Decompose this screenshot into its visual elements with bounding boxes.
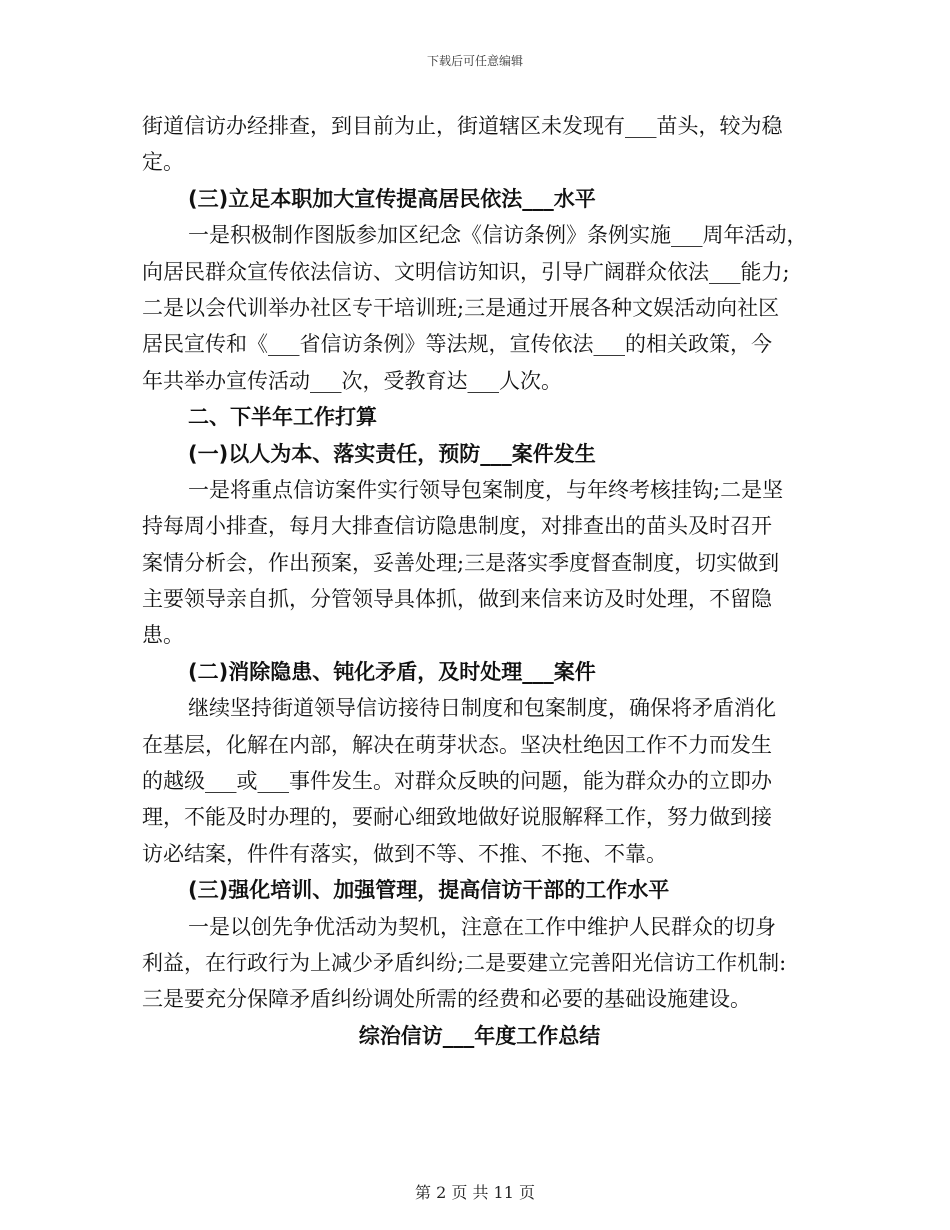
section-heading: (三)强化培训、加强管理，提高信访干部的工作水平 [188,878,670,903]
section-heading: (三)立足本职加大宣传提高居民依法___水平 [188,186,596,211]
paragraph-line: 居民宣传和《___省信访条例》等法规，宣传依法___的相关政策，今 [142,332,772,357]
paragraph-line: 一是将重点信访案件实行领导包案制度，与年终考核挂钩;二是坚 [188,477,784,502]
paragraph-line: 主要领导亲自抓，分管领导具体抓，做到来信来访及时处理，不留隐 [142,587,772,612]
section-heading: (一)以人为本、落实责任，预防___案件发生 [188,441,596,466]
paragraph-line: 利益，在行政行为上减少矛盾纠纷;二是要建立完善阳光信访工作机制: [142,950,787,975]
paragraph-line: 街道信访办经排查，到目前为止，街道辖区未发现有___苗头，较为稳 [142,114,783,138]
paragraph-line: 访必结案，件件有落实，做到不等、不推、不拖、不靠。 [142,841,667,866]
paragraph-line: 一是以创先争优活动为契机，注意在工作中维护人民群众的切身 [188,914,776,939]
paragraph-line: 定。 [142,150,184,175]
paragraph-line: 三是要充分保障矛盾纠纷调处所需的经费和必要的基础设施建设。 [142,987,751,1012]
section-heading: (二)消除隐患、钝化矛盾，及时处理___案件 [188,659,596,684]
document-body [142,108,817,1054]
paragraph-line: 继续坚持街道领导信访接待日制度和包案制度，确保将矛盾消化 [188,696,776,721]
paragraph-line: 向居民群众宣传依法信访、文明信访知识，引导广阔群众依法___能力; [142,259,790,284]
page-footer: 第 2 页 共 11 页 [415,1183,535,1202]
page-header: 下载后可任意编辑 [426,54,523,68]
paragraph-line: 理，不能及时办理的，要耐心细致地做好说服解释工作，努力做到接 [142,805,772,830]
paragraph-line: 年共举办宣传活动___次，受教育达___人次。 [142,368,562,393]
paragraph-line: 案情分析会，作出预案，妥善处理;三是落实季度督查制度，切实做到 [142,550,780,575]
paragraph-line: 在基层，化解在内部，解决在萌芽状态。坚决杜绝因工作不力而发生 [142,732,772,757]
section-heading: 二、下半年工作打算 [188,405,377,430]
paragraph-line: 一是积极制作图版参加区纪念《信访条例》条例实施___周年活动， [188,223,808,248]
paragraph-line: 的越级___或___事件发生。对群众反映的问题，能为群众办的立即办 [142,769,772,794]
document-title: 综治信访___年度工作总结 [358,1023,601,1048]
paragraph-line: 患。 [142,623,184,648]
paragraph-line: 持每周小排查，每月大排查信访隐患制度，对排查出的苗头及时召开 [142,514,772,539]
paragraph-line: 二是以会代训举办社区专干培训班;三是通过开展各种文娱活动向社区 [142,295,780,320]
